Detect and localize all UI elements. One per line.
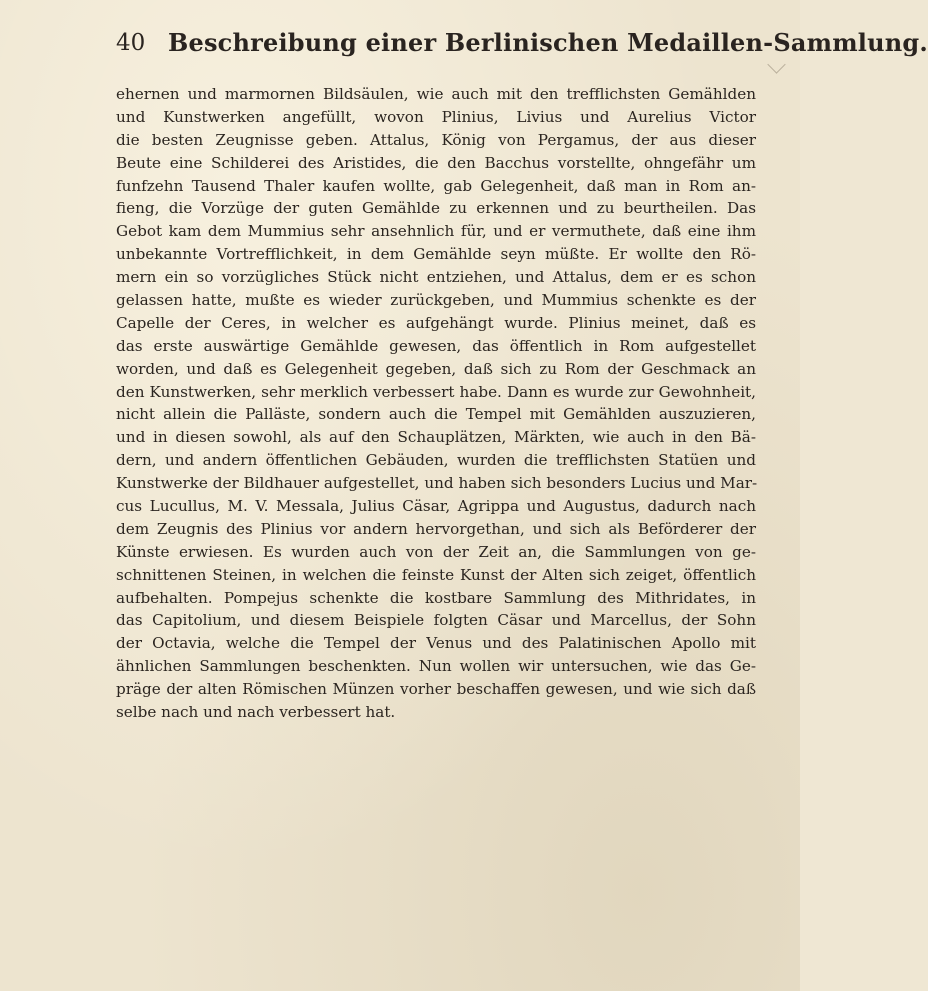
text-line: präge der alten Römischen Münzen vorher beschaffen gewesen, und wie sich daß bbox=[116, 680, 756, 699]
text-line: das Capitolium, und diesem Beispiele folgten Cäsar und Marcellus, der Sohn bbox=[116, 611, 756, 630]
text-line: das erste auswärtige Gemählde gewesen, das öffentlich in Rom aufgestellet bbox=[116, 336, 756, 355]
text-line: dem Zeugnis des Plinius vor andern hervorgethan, und sich als Beförderer der bbox=[116, 519, 756, 538]
text-line: schnittenen Steinen, in welchen die feinste Kunst der Alten sich zeiget, öffentlich bbox=[116, 565, 756, 584]
text-line: den Kunstwerken, sehr merklich verbessert habe. Dann es wurde zur Gewohnheit, bbox=[116, 382, 756, 401]
text-line: Kunstwerke der Bildhauer aufgestellet, und haben sich besonders Lucius und Mar- bbox=[116, 474, 758, 493]
text-line: Beute eine Schilderei des Aristides, die den Bacchus vorstellte, ohngefähr um bbox=[116, 153, 756, 172]
text-line: aufbehalten. Pompejus schenkte die kostbare Sammlung des Mithridates, in bbox=[116, 588, 756, 607]
text-line: und Kunstwerken angefüllt, wovon Plinius, Livius und Aurelius Victor bbox=[116, 107, 756, 126]
body-text bbox=[116, 83, 756, 724]
text-line: die besten Zeugnisse geben. Attalus, König von Pergamus, der aus dieser bbox=[116, 130, 756, 149]
text-line: ähnlichen Sammlungen beschenkten. Nun wollen wir untersuchen, wie das Ge- bbox=[116, 657, 756, 676]
text-line: Capelle der Ceres, in welcher es aufgehängt wurde. Plinius meinet, daß es bbox=[116, 313, 756, 332]
text-line: fieng, die Vorzüge der guten Gemählde zu erkennen und zu beurtheilen. Das bbox=[116, 199, 756, 218]
margin-mark bbox=[767, 55, 785, 73]
text-line: dern, und andern öffentlichen Gebäuden, wurden die trefflichsten Statüen und bbox=[116, 451, 756, 470]
text-line: der Octavia, welche die Tempel der Venus und des Palatinischen Apollo mit bbox=[116, 634, 756, 653]
text-line: nicht allein die Palläste, sondern auch die Tempel mit Gemählden auszuzieren, bbox=[116, 405, 756, 424]
text-line: worden, und daß es Gelegenheit gegeben, daß sich zu Rom der Geschmack an bbox=[116, 359, 756, 378]
text-line: selbe nach und nach verbessert hat. bbox=[116, 703, 396, 722]
text-line: ehernen und marmornen Bildsäulen, wie auch mit den trefflichsten Gemählden bbox=[116, 85, 756, 103]
text-line: gelassen hatte, mußte es wieder zurückgeben, und Mummius schenkte es der bbox=[116, 291, 756, 310]
text-line: unbekannte Vortrefflichkeit, in dem Gemählde seyn müßte. Er wollte den Rö- bbox=[116, 245, 756, 264]
text-line: Gebot kam dem Mummius sehr ansehnlich für, und er vermuthete, daß eine ihm bbox=[116, 222, 756, 241]
text-line: mern ein so vorzügliches Stück nicht entziehen, und Attalus, dem er es schon bbox=[116, 268, 756, 287]
running-title: Beschreibung einer Berlinischen Medaillen-Sammlung. bbox=[168, 28, 928, 57]
text-line: funfzehn Tausend Thaler kaufen wollte, gab Gelegenheit, daß man in Rom an- bbox=[116, 176, 756, 195]
text-line: und in diesen sowohl, als auf den Schauplätzen, Märkten, wie auch in den Bä- bbox=[116, 428, 756, 447]
page-header bbox=[116, 22, 928, 62]
page-number: 40 bbox=[116, 30, 146, 56]
text-line: cus Lucullus, M. V. Messala, Julius Cäsar, Agrippa und Augustus, dadurch nach bbox=[116, 497, 756, 516]
text-line: Künste erwiesen. Es wurden auch von der Zeit an, die Sammlungen von ge- bbox=[116, 542, 756, 561]
